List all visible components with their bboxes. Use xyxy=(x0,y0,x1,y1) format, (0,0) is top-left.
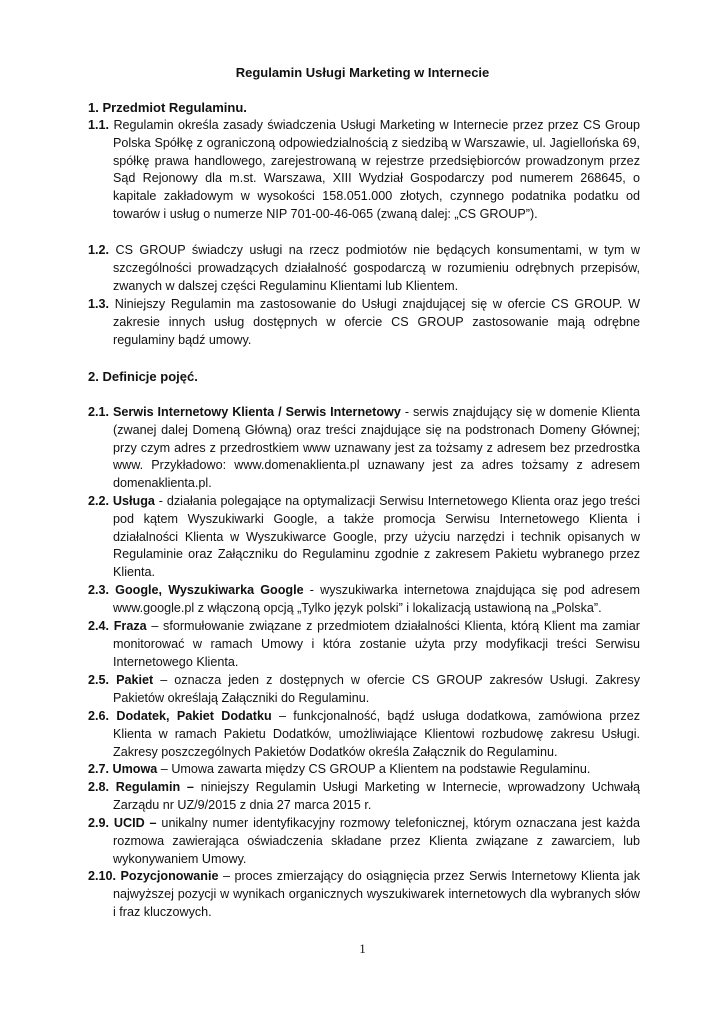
clause-1-2 xyxy=(88,242,640,295)
clause-number: 2.4. xyxy=(88,619,110,633)
definition-term: UCID – xyxy=(113,816,157,830)
clause-number: 1.3. xyxy=(88,297,110,311)
definition-term: Usługa xyxy=(112,494,155,508)
definition-term: Umowa xyxy=(112,762,158,776)
definition-2-1 xyxy=(88,404,640,493)
clause-number: 2.9. xyxy=(88,816,110,830)
clause-number: 2.8. xyxy=(88,780,110,794)
clause-number: 1.2. xyxy=(88,243,110,257)
definition-text: - serwis znajdujący się w domenie Klienta (zwanej dalej Domeną Główną) oraz treści znajdujące się na podstronach Domeny Głównej; przy czym adres z przedrostkiem www uznawany jest za tożsamy z adresem bez przedrostka www. Przykładowo: www.domenaklienta.pl uznawany jest za adres tożsamy z adresem domenaklienta.pl. xyxy=(113,405,641,491)
document-title: Regulamin Usługi Marketing w Internecie xyxy=(235,65,490,80)
definition-2-7 xyxy=(88,761,640,779)
definition-2-6 xyxy=(88,708,640,761)
definition-text: - działania polegające na optymalizacji Serwisu Internetowego Klienta oraz jego treści pod kątem Wyszukiwarki Google, a także promocja Serwisu Internetowego Klienta i działalności Klienta w Wyszukiwarce Google, przy użyciu narzędzi i technik opisanych w Regulaminie oraz Załączniku do Regulaminu zgodnie z zakresem Pakietu wybranego przez Klienta. xyxy=(113,494,640,580)
clause-number: 2.2. xyxy=(88,494,110,508)
clause-text: Niniejszy Regulamin ma zastosowanie do Usługi znajdującej się w ofercie CS GROUP. W zakresie innych usług dostępnych w ofercie CS GROUP zastosowanie mają odrębne regulaminy bądź umowy. xyxy=(113,297,641,347)
definition-term: Dodatek, Pakiet Dodatku xyxy=(116,709,272,723)
definition-2-10 xyxy=(88,868,640,921)
definition-term: Pozycjonowanie xyxy=(120,869,219,883)
clause-number: 2.6. xyxy=(88,709,110,723)
definition-text: – oznacza jeden z dostępnych w ofercie CS GROUP zakresów Usługi. Zakresy Pakietów określają Załączniki do Regulaminu. xyxy=(113,673,641,705)
definition-term: Serwis Internetowy Klienta / Serwis Internetowy xyxy=(112,405,401,419)
definition-text: – proces zmierzający do osiągnięcia przez Serwis Internetowy Klienta jak najwyższej pozycji w wynikach organicznych wyszukiwarek internetowych dla wybranych słów i fraz kluczowych. xyxy=(113,869,640,919)
clause-text: CS GROUP świadczy usługi na rzecz podmiotów nie będących konsumentami, w tym w szczególności prowadzących działalność gospodarczą w rozumieniu odrębnych przepisów, zwanych w dalszej części Regulaminu Klientami lub Klientem. xyxy=(113,243,640,293)
definition-2-5 xyxy=(88,672,640,708)
definition-text: niniejszy Regulamin Usługi Marketing w Internecie, wprowadzony Uchwałą Zarządu nr UZ/9/2015 z dnia 27 marca 2015 r. xyxy=(113,780,641,812)
definition-2-4 xyxy=(88,618,640,671)
clause-1-1 xyxy=(88,117,640,224)
definition-term: Fraza xyxy=(113,619,147,633)
definition-text: - wyszukiwarka internetowa znajdująca się pod adresem www.google.pl z włączoną opcją „Tylko język polski” i lokalizacją ustawioną na „Polska”. xyxy=(113,583,640,615)
definition-term: Google, Wyszukiwarka Google xyxy=(115,583,304,597)
definition-2-3 xyxy=(88,582,640,618)
clause-number: 2.10. xyxy=(88,869,117,883)
definition-2-8 xyxy=(88,779,640,815)
definition-text: – Umowa zawarta między CS GROUP a Klientem na podstawie Regulaminu. xyxy=(157,762,591,776)
clause-number: 2.7. xyxy=(88,762,110,776)
definition-text: – sformułowanie związane z przedmiotem działalności Klienta, którą Klient ma zamiar monitorować w ramach Umowy i która zostanie użyta przy modyfikacji treści Serwisu Internetowego Klienta. xyxy=(113,619,640,669)
clause-text: Regulamin określa zasady świadczenia Usługi Marketing w Internecie przez przez CS Group Polska Spółkę z ograniczoną odpowiedzialnością z siedzibą w Warszawie, ul. Jagiellońska 69, spółkę prawa handlowego, zarejestrowaną w rejestrze przedsiębiorców prowadzonym przez Sąd Rejonowy dla m.st. Warszawa, XIII Wydział Gospodarczy pod numerem 268645, o kapitale zakładowym w wysokości 158.051.000 złotych, czynnego podatnika podatku od towarów i usług o numerze NIP 701-00-46-065 (zwaną dalej: „CS GROUP”). xyxy=(113,118,641,221)
definition-term: Regulamin – xyxy=(115,780,194,794)
definition-text: unikalny numer identyfikacyjny rozmowy telefonicznej, którym oznaczana jest każda rozmowa zawierająca oświadczenia składane przez Klienta związane z zawarciem, lub wykonywaniem Umowy. xyxy=(113,816,640,866)
clause-1-3 xyxy=(88,296,640,349)
clause-number: 2.5. xyxy=(88,673,110,687)
section-1-heading: 1. Przedmiot Regulaminu. xyxy=(88,100,247,115)
definition-2-9 xyxy=(88,815,640,868)
page-number: 1 xyxy=(359,941,366,956)
clause-number: 1.1. xyxy=(88,118,110,132)
clause-number: 2.3. xyxy=(88,583,110,597)
clause-number: 2.1. xyxy=(88,405,110,419)
section-2-heading: 2. Definicje pojęć. xyxy=(88,369,198,384)
definition-term: Pakiet xyxy=(116,673,154,687)
definition-text: – funkcjonalność, bądź usługa dodatkowa, zamówiona przez Klienta w ramach Pakietu Dodatków, umożliwiające Klientowi rozbudowę zakresu Usługi. Zakresy poszczególnych Pakietów Dodatków określa Załącznik do Regulaminu. xyxy=(113,709,641,759)
definition-2-2 xyxy=(88,493,640,582)
